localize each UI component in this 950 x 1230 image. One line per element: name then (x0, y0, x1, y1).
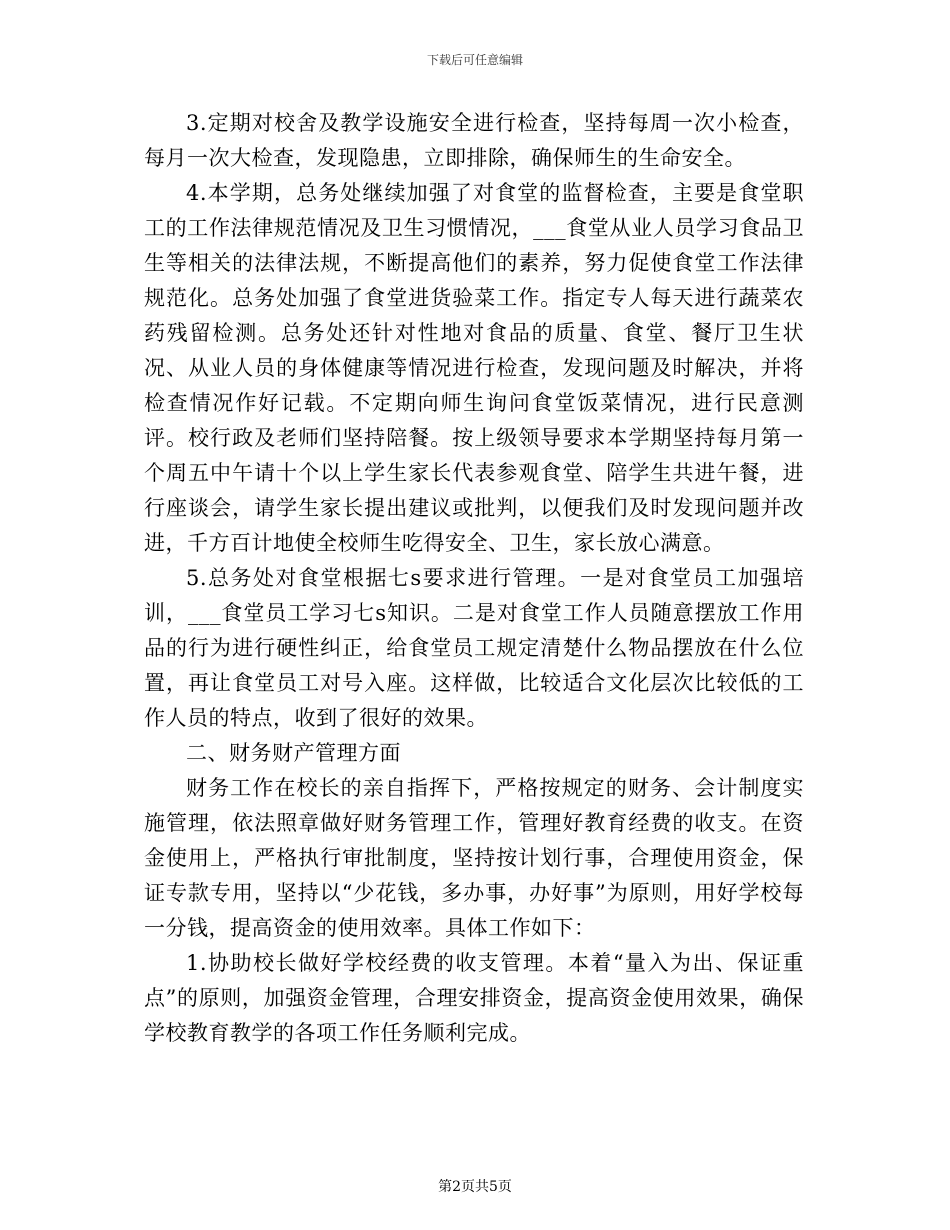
paragraph-finance-intro: 财务工作在校长的亲自指挥下，严格按规定的财务、会计制度实施管理，依法照章做好财务管理工作，管理好教育经费的收支。在资金使用上，严格执行审批制度，坚持按计划行事，合理使用资金，保证专款专用，坚持以“少花钱，多办事，办好事”为原则，用好学校每一分钱，提高资金的使用效率。具体工作如下： (144, 776, 804, 940)
paragraph-item-3: 3.定期对校舍及教学设施安全进行检查，坚持每周一次小检查，每月一次大检查，发现隐患，立即排除，确保师生的生命安全。 (144, 111, 804, 170)
paragraph-item-4: 4.本学期，总务处继续加强了对食堂的监督检查，主要是食堂职工的工作法律规范情况及卫生习惯情况，___食堂从业人员学习食品卫生等相关的法律法规，不断提高他们的素养，努力促使食堂工作法律规范化。总务处加强了食堂进货验菜工作。指定专人每天进行蔬菜农药残留检测。总务处还针对性地对食品的质量、食堂、餐厅卫生状况、从业人员的身体健康等情况进行检查，发现问题及时解决，并将检查情况作好记载。不定期向师生询问食堂饭菜情况，进行民意测评。校行政及老师们坚持陪餐。按上级领导要求本学期坚持每月第一个周五中午请十个以上学生家长代表参观食堂、陪学生共进午餐，进行座谈会，请学生家长提出建议或批判，以便我们及时发现问题并改进，千方百计地使全校师生吃得安全、卫生，家长放心满意。 (144, 181, 804, 555)
document-body (144, 106, 804, 1051)
page-header: 下载后可任意编辑 (426, 53, 523, 67)
paragraph-item-5: 5.总务处对食堂根据七s要求进行管理。一是对食堂员工加强培训，___食堂员工学习七s知识。二是对食堂工作人员随意摆放工作用品的行为进行硬性纠正，给食堂员工规定清楚什么物品摆放在什么位置，再让食堂员工对号入座。这样做，比较适合文化层次比较低的工作人员的特点，收到了很好的效果。 (144, 566, 804, 730)
page-number-footer: 第2页共5页 (438, 1179, 512, 1195)
section-heading: 二、财务财产管理方面 (186, 741, 401, 765)
paragraph-finance-item-1: 1.协助校长做好学校经费的收支管理。本着“量入为出、保证重点”的原则，加强资金管理，合理安排资金，提高资金使用效果，确保学校教育教学的各项工作任务顺利完成。 (144, 951, 804, 1045)
